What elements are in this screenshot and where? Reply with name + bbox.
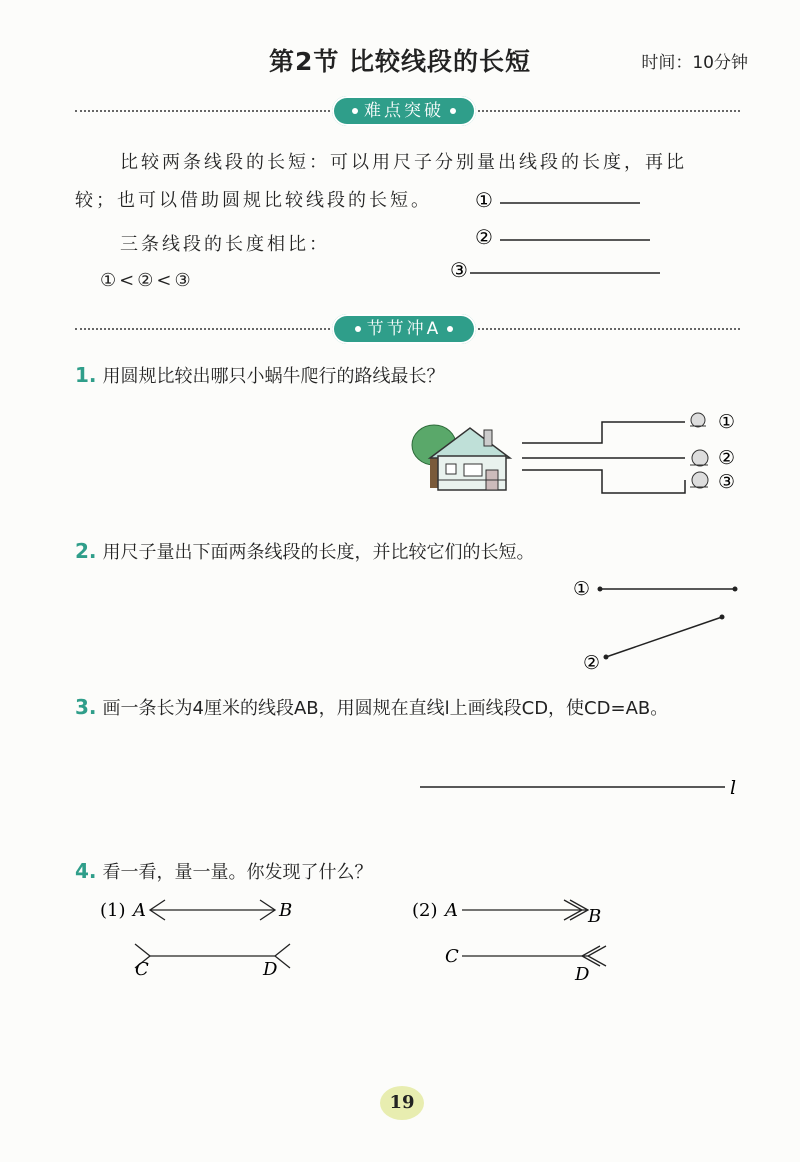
fig2-point-b: B: [588, 906, 602, 927]
page-title: 第2节 比较线段的长短: [268, 47, 532, 76]
fig2-label: (2): [412, 900, 438, 921]
measure-segments-figure: [570, 575, 750, 675]
snail-icon: [690, 450, 708, 466]
question-4: 4. 看一看，量一量。你发现了什么？: [75, 859, 373, 883]
time-limit: 时间：10分钟: [641, 53, 748, 73]
snail-icon: [690, 413, 706, 427]
fig2-point-a: A: [445, 900, 458, 921]
question-2: 2. 用尺子量出下面两条线段的长度，并比较它们的长短。: [75, 539, 535, 563]
section-banner-practice: 节节冲A: [332, 314, 476, 344]
snail-routes-figure: [400, 400, 760, 500]
question-1: 1. 用圆规比较出哪只小蜗牛爬行的路线最长？: [75, 363, 445, 387]
divider: [478, 110, 740, 112]
segment-label-2: ②: [475, 225, 493, 249]
explanation-line-1: 比较两条线段的长短：可以用尺子分别量出线段的长度，再比: [120, 152, 687, 173]
compare-result: ①<②<③: [100, 270, 194, 291]
measure-segment-2: [606, 617, 722, 657]
fig2-point-c: C: [445, 946, 459, 967]
section-banner-difficulty: 难点突破: [332, 96, 476, 126]
compare-label: 三条线段的长度相比：: [120, 234, 330, 255]
divider: [478, 328, 740, 330]
measure-label-1: ①: [573, 578, 591, 600]
fig1-point-c: C: [135, 959, 149, 980]
fig1-point-b: B: [279, 900, 293, 921]
divider: [75, 110, 330, 112]
route-label-1: ①: [718, 411, 736, 433]
snail-icon: [690, 472, 708, 488]
fig1-point-a: A: [133, 900, 146, 921]
route-1: [522, 422, 685, 443]
segment-label-1: ①: [475, 188, 493, 212]
fig1-point-d: D: [263, 959, 278, 980]
divider: [75, 328, 330, 330]
question-3: 3. 画一条长为4厘米的线段AB，用圆规在直线l上画线段CD，使CD=AB。: [75, 695, 669, 719]
illusion-figure-2: [410, 890, 620, 990]
route-label-2: ②: [718, 447, 736, 469]
page-number: 19: [380, 1086, 424, 1120]
fig1-label: (1): [100, 900, 126, 921]
example-segments: [450, 185, 720, 285]
line-l-label: l: [730, 777, 737, 799]
route-3: [522, 470, 685, 493]
line-l-figure: [420, 770, 750, 810]
measure-label-2: ②: [583, 652, 601, 674]
explanation-line-2: 较；也可以借助圆规比较线段的长短。: [75, 190, 432, 211]
route-label-3: ③: [718, 471, 736, 493]
segment-label-3: ③: [450, 258, 468, 282]
fig2-point-d: D: [575, 964, 590, 985]
illusion-figure-1: [95, 890, 325, 985]
